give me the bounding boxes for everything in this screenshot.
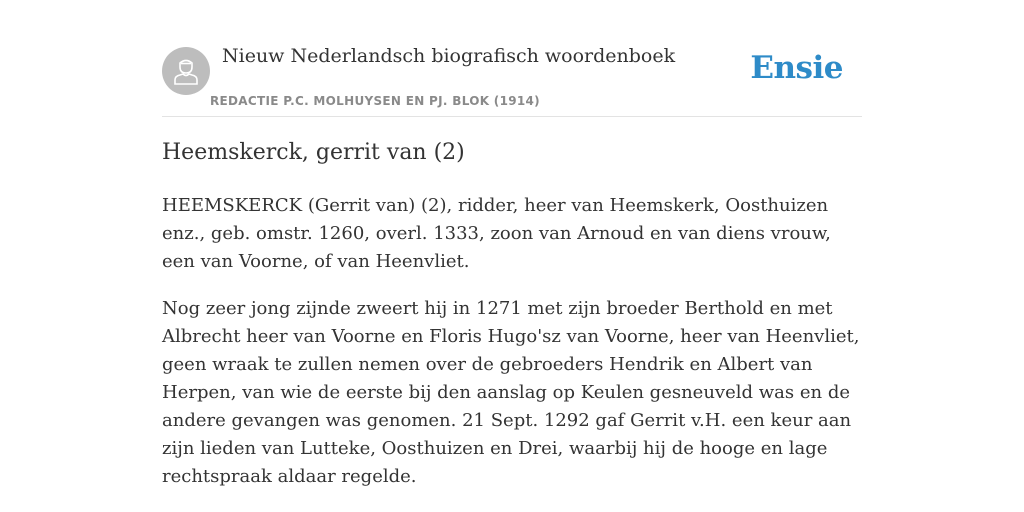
article-paragraph: Nog zeer jong zijnde zweert hij in 1271 met zijn broeder Berthold en met Albrecht heer van Voorne en Floris Hugo'sz van Voorne, heer van Heenvliet, geen wraak te zullen nemen over de gebroeders Hendrik en Albert van Herpen, van wie de eerste bij den aanslag op Keulen gesneuveld was en de andere gevangen was genomen. 21 Sept. 1292 gaf Gerrit v.H. een keur aan zijn lieden van Lutteke, Oosthuizen en Drei, waarbij hij de hooge en lage rechtspraak aldaar regelde. xyxy=(162,298,860,487)
source-header xyxy=(162,36,862,117)
article-title: Heemskerck, gerrit van (2) xyxy=(162,140,465,165)
user-icon xyxy=(173,57,199,85)
source-title[interactable]: Nieuw Nederlandsch biografisch woordenboek xyxy=(222,45,676,67)
source-editors: REDACTIE P.C. MOLHUYSEN EN PJ. BLOK (1914) xyxy=(210,94,540,108)
source-avatar[interactable] xyxy=(162,47,210,95)
article-paragraph: HEEMSKERCK (Gerrit van) (2), ridder, heer van Heemskerk, Oosthuizen enz., geb. omstr. 1260, overl. 1333, zoon van Arnoud en van diens vrouw, een van Voorne, of van Heenvliet. xyxy=(162,195,831,272)
ensie-logo[interactable]: Ensie xyxy=(750,50,843,86)
article-body xyxy=(162,192,867,510)
